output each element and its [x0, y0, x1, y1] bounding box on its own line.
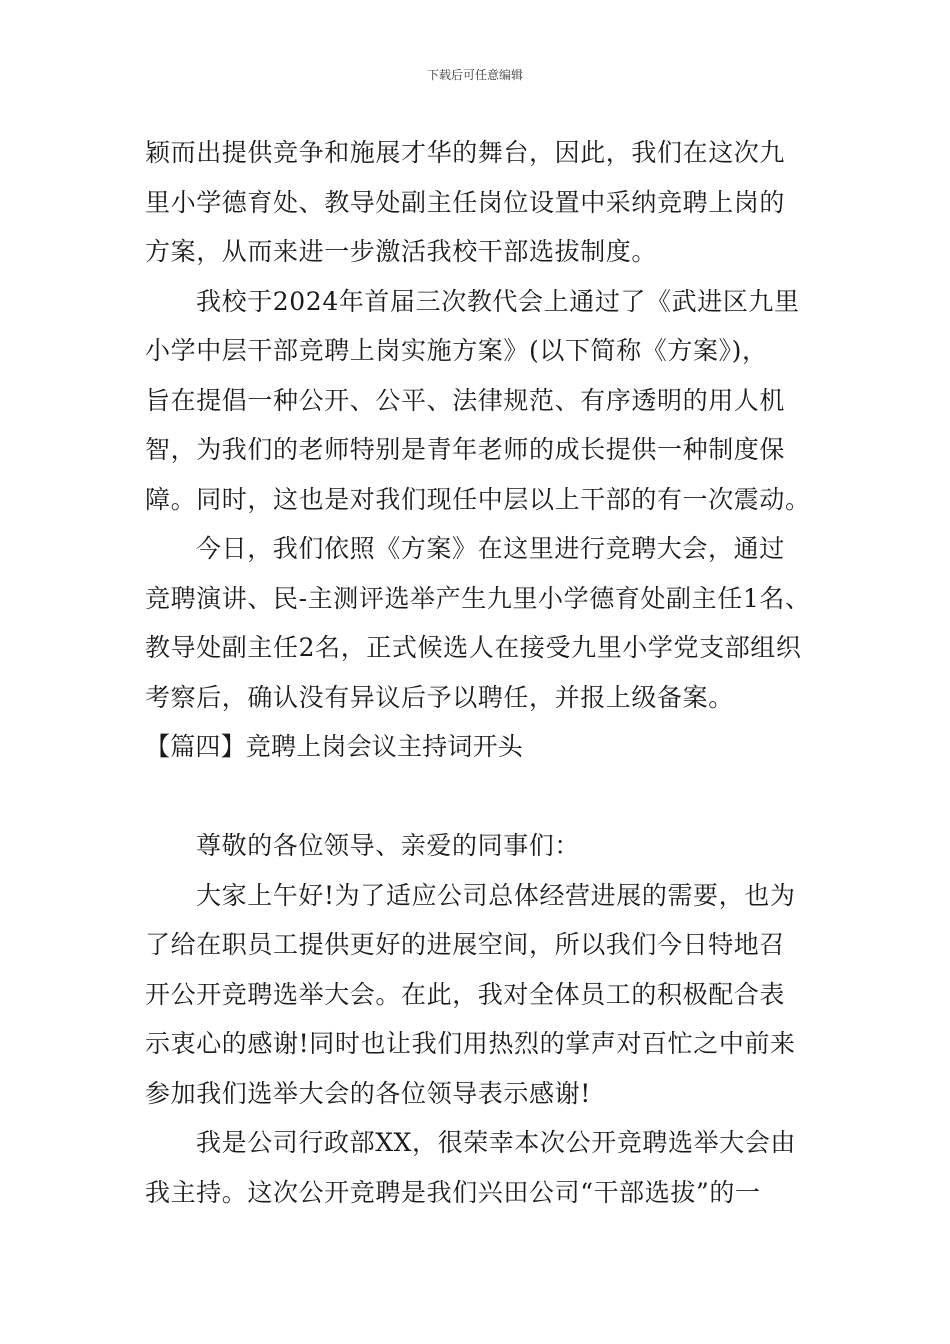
paragraph-line: 竞聘演讲、民-主测评选举产生九里小学德育处副主任1名、	[145, 583, 811, 613]
paragraph-line: 里小学德育处、教导处副主任岗位设置中采纳竞聘上岗的	[145, 187, 786, 217]
blank-line	[145, 772, 815, 822]
paragraph-line: 参加我们选举大会的各位领导表示感谢!	[145, 1078, 591, 1108]
paragraph-line: 今日，我们依照《方案》在这里进行竞聘大会，通过	[196, 534, 785, 563]
paragraph-line: 我校于2024年首届三次教代会上通过了《武进区九里	[196, 286, 800, 316]
paragraph-line: 示衷心的感谢!同时也让我们用热烈的掌声对百忙之中前来	[145, 1029, 796, 1058]
section-heading: 【篇四】竞聘上岗会议主持词开头	[145, 732, 524, 761]
paragraph-line: 颖而出提供竞争和施展才华的舞台，因此，我们在这次九	[145, 138, 786, 167]
paragraph-line: 障。同时，这也是对我们现任中层以上干部的有一次震动。	[145, 484, 811, 514]
document-body	[145, 128, 815, 1217]
paragraph-line: 智，为我们的老师特别是青年老师的成长提供一种制度保	[145, 435, 786, 464]
page-header: 下载后可任意编辑	[426, 68, 523, 82]
paragraph-line: 我主持。这次公开竞聘是我们兴田公司“干部选拔”的一	[145, 1177, 761, 1207]
salutation-line: 尊敬的各位领导、亲爱的同事们：	[196, 831, 581, 860]
paragraph-line: 旨在提倡一种公开、公平、法律规范、有序透明的用人机	[145, 385, 786, 415]
paragraph-line: 教导处副主任2名，正式候选人在接受九里小学党支部组织	[145, 633, 802, 662]
paragraph-line: 大家上午好!为了适应公司总体经营进展的需要，也为	[196, 880, 796, 910]
paragraph-line: 了给在职员工提供更好的进展空间，所以我们今日特地召	[145, 930, 786, 959]
paragraph-line: 开公开竞聘选举大会。在此，我对全体员工的积极配合表	[145, 979, 786, 1009]
paragraph-line: 我是公司行政部XX，很荣幸本次公开竞聘选举大会由	[196, 1128, 796, 1157]
paragraph-line: 考察后，确认没有异议后予以聘任，并报上级备案。	[145, 682, 734, 712]
paragraph-line: 方案，从而来进一步激活我校干部选拔制度。	[145, 237, 658, 266]
paragraph-line: 小学中层干部竞聘上岗实施方案》(以下简称《方案》)，	[145, 336, 768, 365]
